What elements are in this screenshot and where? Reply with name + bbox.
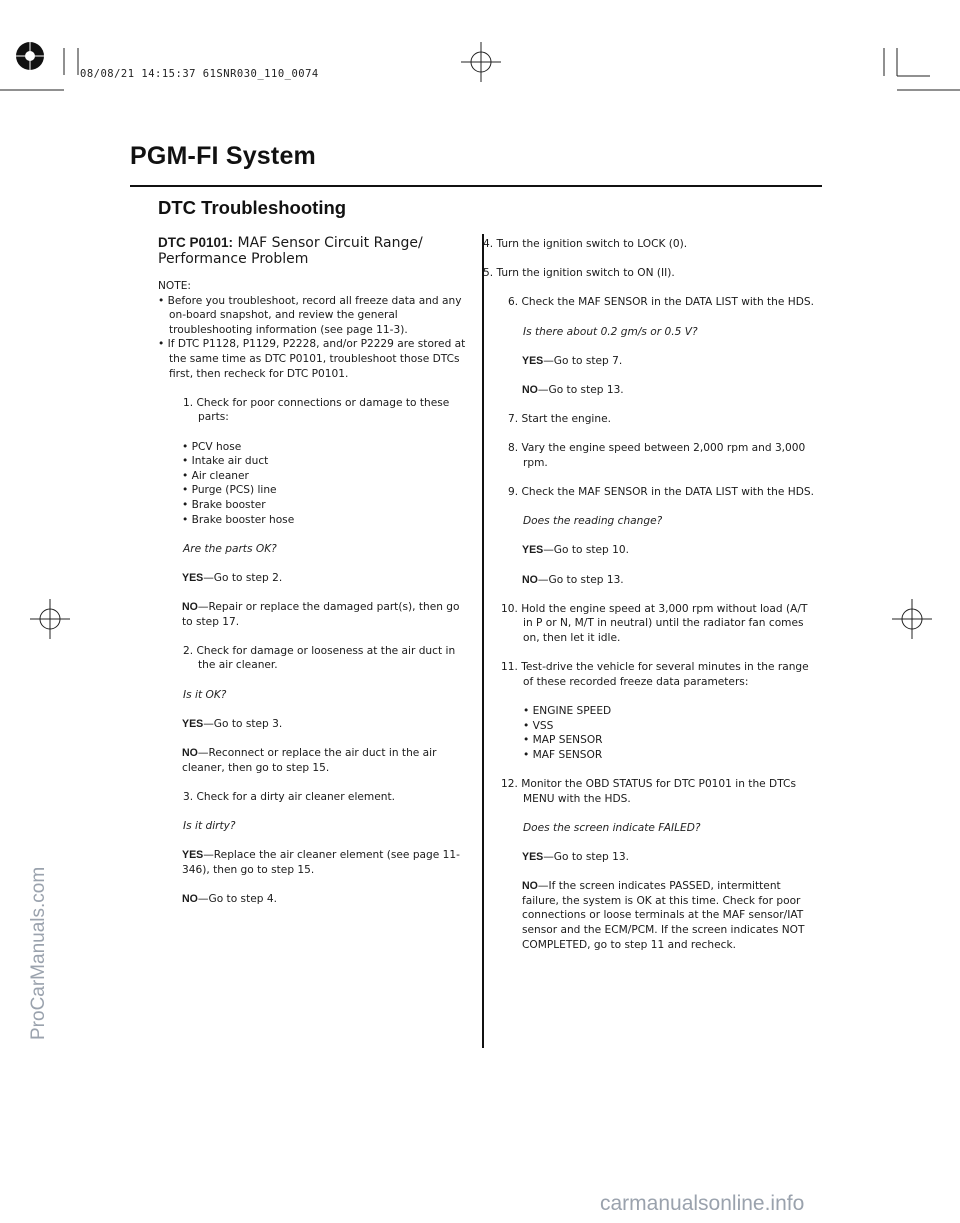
step-5: 5. Turn the ignition switch to ON (II). (483, 267, 675, 280)
step-10: 10. Hold the engine speed at 3,000 rpm without load (A/T in P or N, M/T in neutral) until the radiator fan comes on, then let it idle. (501, 602, 808, 645)
page-title: PGM-FI System (130, 142, 316, 170)
no-answer: NO—Repair or replace the damaged part(s), then go to step 17. (182, 601, 460, 628)
question: Is there about 0.2 gm/s or 0.5 V? (523, 325, 698, 338)
print-stamp: 08/08/21 14:15:37 61SNR030_110_0074 (80, 68, 319, 80)
yes-answer: YES—Go to step 2. (182, 571, 283, 584)
question: Does the screen indicate FAILED? (523, 821, 701, 834)
question: Are the parts OK? (183, 542, 277, 555)
step-3: 3. Check for a dirty air cleaner element. (183, 790, 395, 803)
note-item: • If DTC P1128, P1129, P2228, and/or P2229 are stored at the same time as DTC P0101, troubleshoot those DTCs first, then recheck for DTC P0101. (158, 338, 466, 380)
yes-answer: YES—Replace the air cleaner element (see page 11-346), then go to step 15. (182, 849, 460, 876)
parameter-item: • ENGINE SPEED (523, 705, 612, 717)
no-answer: NO—Go to step 4. (182, 892, 277, 905)
dtc-name-line2: Performance Problem (158, 251, 309, 267)
parameter-item: • MAP SENSOR (523, 734, 603, 747)
question: Is it dirty? (183, 819, 236, 832)
watermark-carmanualsonline: carmanualsonline.info (600, 1192, 805, 1215)
section-title: DTC Troubleshooting (158, 197, 347, 218)
yes-answer: YES—Go to step 7. (522, 354, 623, 367)
note-item: • Before you troubleshoot, record all freeze data and any on-board snapshot, and review the general troubleshooting information (see page 11-3). (158, 294, 462, 336)
step-12: 12. Monitor the OBD STATUS for DTC P0101 in the DTCs MENU with the HDS. (501, 777, 796, 805)
yes-answer: YES—Go to step 13. (522, 850, 629, 863)
column-divider (482, 234, 484, 1048)
step-1: 1. Check for poor connections or damage to these parts: (183, 396, 450, 424)
note-label: NOTE: (158, 280, 191, 292)
step-11: 11. Test-drive the vehicle for several minutes in the range of these recorded freeze data parameters: (501, 661, 809, 688)
step-9: 9. Check the MAF SENSOR in the DATA LIST with the HDS. (508, 486, 815, 499)
part-item: • Brake booster hose (182, 513, 295, 526)
parameter-item: • VSS (523, 719, 554, 732)
yes-answer: YES—Go to step 3. (182, 717, 283, 730)
part-item: • Intake air duct (182, 455, 269, 468)
dtc-name-line1: MAF Sensor Circuit Range/ (237, 235, 423, 251)
step-2: 2. Check for damage or looseness at the air duct in the air cleaner. (183, 644, 456, 672)
part-item: • Brake booster (182, 498, 266, 511)
part-item: • PCV hose (182, 440, 242, 453)
step-8: 8. Vary the engine speed between 2,000 rpm and 3,000 rpm. (508, 442, 806, 469)
right-column (483, 237, 818, 952)
question: Does the reading change? (523, 515, 663, 528)
step-6: 6. Check the MAF SENSOR in the DATA LIST with the HDS. (508, 296, 815, 309)
step-4: 4. Turn the ignition switch to LOCK (0). (483, 238, 688, 250)
no-answer: NO—Go to step 13. (522, 383, 624, 396)
no-answer: NO—Reconnect or replace the air duct in the air cleaner, then go to step 15. (182, 747, 437, 774)
part-item: • Air cleaner (182, 469, 249, 482)
dtc-heading (158, 235, 468, 267)
watermark-procarmanuals: ProCarManuals.com (28, 866, 49, 1040)
title-rule (130, 185, 822, 187)
part-item: • Purge (PCS) line (182, 484, 277, 497)
no-answer: NO—If the screen indicates PASSED, intermittent failure, the system is OK at this time. Check for poor connections or loose terminals at the MAF sensor/IAT sensor and the ECM/PCM. If the screen indicates NOT COMPLETED, go to step 11 and recheck. (522, 880, 805, 951)
question: Is it OK? (183, 688, 227, 701)
no-answer: NO—Go to step 13. (522, 573, 624, 586)
left-column (158, 235, 468, 907)
dtc-code: DTC P0101: (158, 235, 234, 250)
step-7: 7. Start the engine. (508, 413, 611, 426)
parameter-item: • MAF SENSOR (523, 748, 603, 761)
yes-answer: YES—Go to step 10. (522, 544, 629, 557)
